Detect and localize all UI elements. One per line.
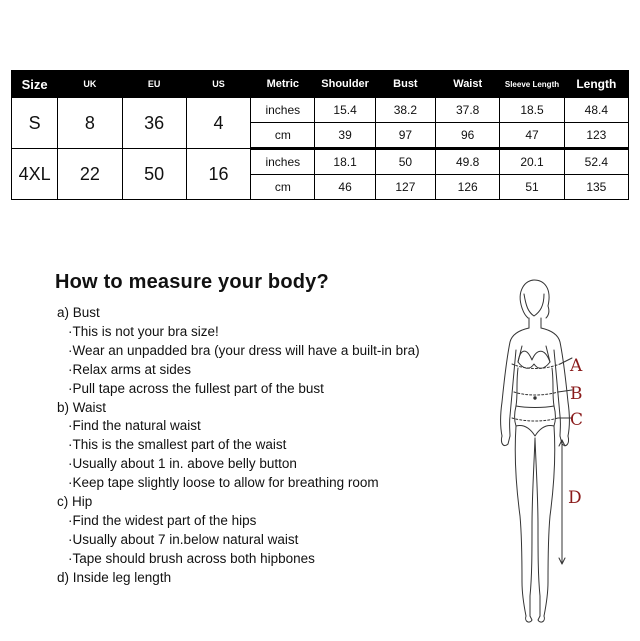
sleeve-length-cell: 18.5 [500,98,564,123]
metric-cell: cm [251,175,315,200]
waist-cell: 96 [436,123,500,149]
length-cell: 123 [564,123,628,149]
bust-cell: 50 [375,149,435,175]
us-cell: 16 [186,149,250,200]
body-measurement-figure [486,276,596,636]
metric-cell: cm [251,123,315,149]
table-row [12,149,629,175]
size-table-header-row [12,71,629,98]
measurement-instructions [57,304,477,588]
length-cell: 52.4 [564,149,628,175]
eu-cell: 50 [122,149,186,200]
size-cell: S [12,98,58,149]
guide-line: ·This is the smallest part of the waist [68,437,287,453]
eu-cell: 36 [122,98,186,149]
guide-line: ·This is not your bra size! [68,323,219,339]
size-chart-table [11,70,629,200]
sleeve-length-cell: 47 [500,123,564,149]
label-c: C [570,410,584,430]
header-bust: Bust [375,71,435,98]
size-cell: 4XL [12,149,58,200]
label-d: D [568,488,582,508]
body-outline-illustration [486,276,596,636]
header-sleeve-length: Sleeve Length [500,71,564,98]
header-size: Size [12,71,58,98]
header-metric: Metric [251,71,315,98]
guide-line: ·Usually about 7 in.below natural waist [68,531,299,547]
bust-cell: 97 [375,123,435,149]
waist-cell: 49.8 [436,149,500,175]
guide-heading-inside-leg: d) Inside leg length [57,569,172,585]
shoulder-cell: 46 [315,175,375,200]
guide-heading-bust: a) Bust [57,305,100,320]
shoulder-cell: 39 [315,123,375,149]
guide-line: ·Relax arms at sides [68,361,192,377]
waist-cell: 37.8 [436,98,500,123]
header-waist: Waist [436,71,500,98]
metric-cell: inches [251,149,315,175]
bust-cell: 38.2 [375,98,435,123]
metric-cell: inches [251,98,315,123]
shoulder-cell: 15.4 [315,98,375,123]
header-us: US [186,71,250,98]
uk-cell: 8 [58,98,122,149]
header-uk: UK [58,71,122,98]
guide-heading-hip: c) Hip [57,494,93,510]
header-length: Length [564,71,628,98]
guide-heading-waist: b) Waist [57,399,107,415]
sleeve-length-cell: 20.1 [500,149,564,175]
guide-line: ·Pull tape across the fullest part of the bust [68,380,324,396]
shoulder-cell: 18.1 [315,149,375,175]
guide-line: ·Wear an unpadded bra (your dress will have a built-in bra) [68,342,420,358]
table-row [12,98,629,123]
label-a: A [570,356,583,376]
guide-line: ·Usually about 1 in. above belly button [68,456,297,472]
header-shoulder: Shoulder [315,71,375,98]
guide-line: ·Tape should brush across both hipbones [68,550,315,566]
length-cell: 48.4 [564,98,628,123]
sleeve-length-cell: 51 [500,175,564,200]
uk-cell: 22 [58,149,122,200]
us-cell: 4 [186,98,250,149]
bust-cell: 127 [375,175,435,200]
guide-line: ·Keep tape slightly loose to allow for breathing room [68,475,379,491]
guide-title: How to measure your body? [55,271,329,293]
guide-line: ·Find the widest part of the hips [68,512,257,528]
waist-cell: 126 [436,175,500,200]
label-b: B [570,384,583,404]
guide-line: ·Find the natural waist [68,418,201,434]
length-cell: 135 [564,175,628,200]
header-eu: EU [122,71,186,98]
